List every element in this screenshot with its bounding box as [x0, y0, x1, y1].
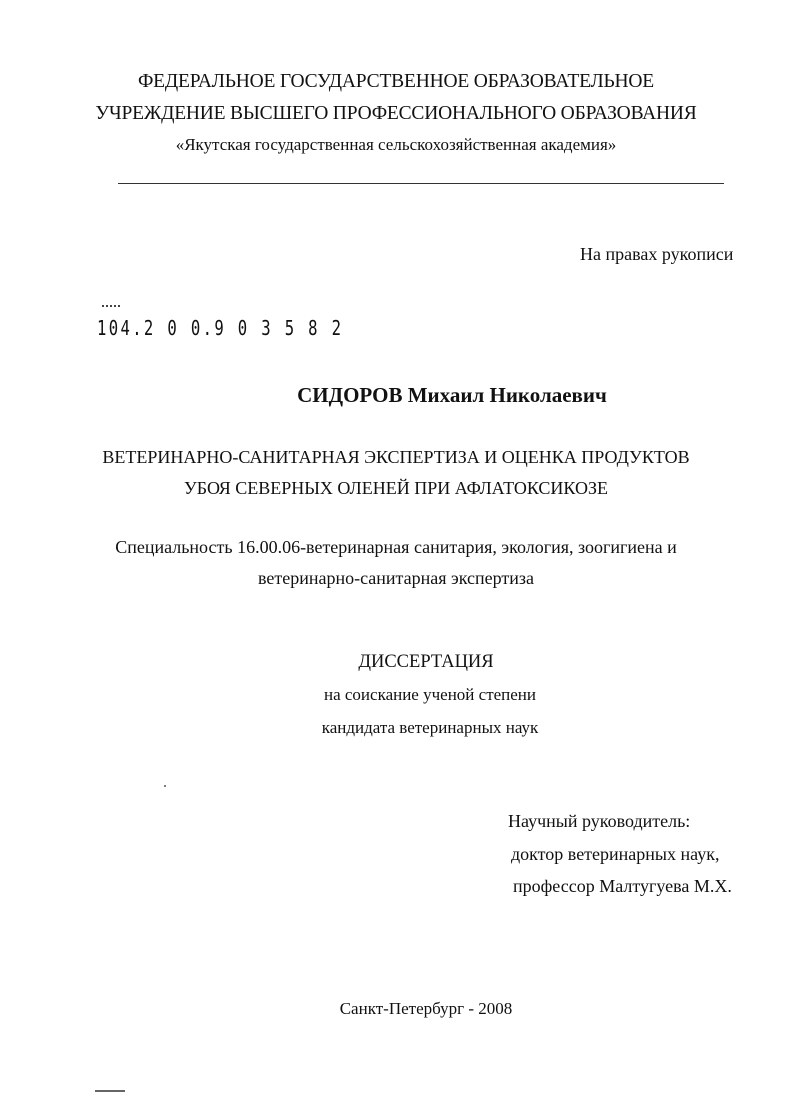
supervisor-label: Научный руководитель:	[508, 811, 691, 831]
supervisor-name: профессор Малтугуева М.Х.	[513, 876, 732, 896]
city-year: Санкт-Петербург - 2008	[339, 999, 513, 1018]
supervisor-degree: доктор ветеринарных наук,	[511, 844, 720, 864]
header-divider	[118, 183, 724, 184]
institution-header-line-1: ФЕДЕРАЛЬНОЕ ГОСУДАРСТВЕННОЕ ОБРАЗОВАТЕЛЬНОЕ	[137, 71, 655, 92]
dissertation-title-line-1: ВЕТЕРИНАРНО-САНИТАРНАЯ ЭКСПЕРТИЗА И ОЦЕНКА ПРОДУКТОВ	[102, 447, 690, 467]
specialty-line-2: ветеринарно-санитарная экспертиза	[257, 568, 535, 588]
author-name: СИДОРОВ Михаил Николаевич	[297, 383, 607, 407]
specialty-line-1: Специальность 16.00.06-ветеринарная санитария, экология, зоогигиена и	[115, 537, 677, 557]
institution-header-line-2: УЧРЕЖДЕНИЕ ВЫСШЕГО ПРОФЕССИОНАЛЬНОГО ОБРАЗОВАНИЯ	[95, 103, 697, 124]
institution-name: «Якутская государственная сельскохозяйственная академия»	[175, 135, 617, 154]
stamp-dots	[102, 305, 120, 311]
dissertation-title-line-2: УБОЯ СЕВЕРНЫХ ОЛЕНЕЙ ПРИ АФЛАТОКСИКОЗЕ	[184, 478, 608, 498]
degree-line-2: кандидата ветеринарных наук	[321, 718, 539, 737]
library-stamp: 104.2 0 0.9 0 3 5 8 2	[97, 316, 344, 340]
manuscript-note: На правах рукописи	[580, 244, 734, 264]
document-type-heading: ДИССЕРТАЦИЯ	[358, 652, 494, 672]
scan-speck	[164, 785, 166, 787]
scan-mark	[95, 1090, 125, 1092]
degree-line-1: на соискание ученой степени	[323, 685, 537, 704]
